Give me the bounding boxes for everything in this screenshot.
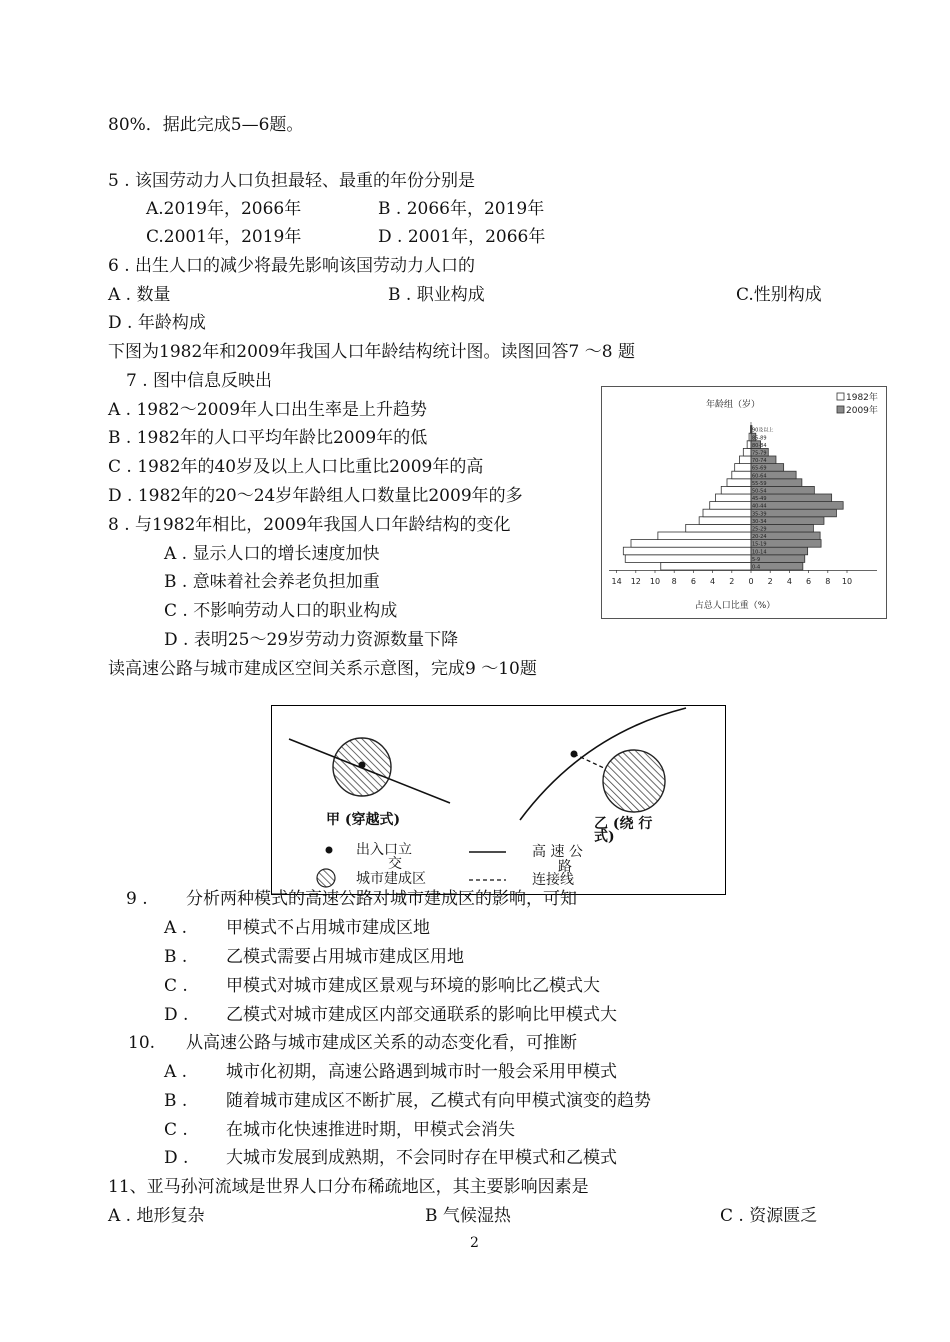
option-9b-letter: B .	[164, 947, 188, 967]
bar-1982-75-79	[743, 448, 751, 456]
age-label-80-84: 80-84	[752, 442, 767, 449]
bar-1982-45-49	[715, 494, 751, 502]
yi-highway-curve	[520, 708, 686, 820]
age-label-35-39: 35-39	[752, 511, 767, 518]
yi-label-line1: 乙 (绕 行	[594, 816, 653, 832]
option-5b: B . 2066年，2019年	[378, 199, 545, 219]
age-label-45-49: 45-49	[752, 496, 767, 503]
option-6b: B . 职业构成	[388, 285, 485, 305]
option-9d-letter: D .	[164, 1005, 189, 1025]
age-label-40-44: 40-44	[752, 503, 767, 510]
age-label-0-4: 0-4	[752, 564, 761, 571]
text-line: 80%．据此完成5—6题。	[108, 115, 304, 135]
option-8b: B . 意味着社会养老负担加重	[164, 572, 380, 592]
x-tick-right-1: 4	[786, 577, 792, 586]
legend-1982-swatch	[837, 393, 844, 400]
legend-interchange-label-2: 交	[388, 856, 402, 872]
option-10a-letter: A .	[164, 1062, 188, 1082]
option-10d: 大城市发展到成熟期，不会同时存在甲模式和乙模式	[226, 1148, 617, 1168]
jia-interchange-dot	[359, 762, 366, 769]
question-5: 5 . 该国劳动力人口负担最轻、最重的年份分别是	[108, 171, 476, 191]
yi-label-line2: 式)	[594, 829, 615, 845]
option-5a: A.2019年，2066年	[146, 199, 302, 219]
legend-interchange-dot	[326, 847, 333, 854]
x-tick-left-0: 14	[611, 577, 622, 586]
option-7a: A . 1982～2009年人口出生率是上升趋势	[108, 400, 428, 420]
option-10b: 随着城市建成区不断扩展，乙模式有向甲模式演变的趋势	[226, 1091, 651, 1111]
legend-city-label: 城市建成区	[356, 871, 426, 887]
legend-link-label: 连接线	[532, 872, 574, 888]
option-11a: A . 地形复杂	[108, 1206, 205, 1226]
bar-1982-25-29	[686, 524, 751, 532]
legend-1982-label: 1982年	[846, 393, 878, 403]
yi-city-circle	[603, 750, 665, 812]
bar-1982-5-9	[625, 555, 751, 563]
instruction-7-8: 下图为1982年和2009年我国人口年龄结构统计图。读图回答7 ～8 题	[108, 342, 635, 362]
x-tick-right-4: 10	[841, 577, 853, 586]
bar-1982-15-19	[631, 540, 751, 548]
question-7: 7 . 图中信息反映出	[126, 371, 273, 391]
pyramid-x-label: 占总人口比重（%）	[694, 601, 776, 611]
option-10c: 在城市化快速推进时期，甲模式会消失	[226, 1120, 515, 1140]
option-10c-letter: C .	[164, 1120, 188, 1140]
bar-1982-80-84	[747, 441, 751, 449]
age-label-60-64: 60-64	[752, 473, 767, 480]
question-10-number: 10.	[128, 1033, 156, 1053]
age-label-55-59: 55-59	[752, 480, 767, 487]
age-label-10-14: 10-14	[752, 549, 767, 556]
x-tick-left-6: 2	[729, 577, 735, 586]
legend-2009-label: 2009年	[846, 406, 878, 416]
option-9c-letter: C .	[164, 976, 188, 996]
option-5c: C.2001年，2019年	[146, 227, 302, 247]
option-9a: 甲模式不占用城市建成区地	[226, 918, 430, 938]
option-5d: D . 2001年，2066年	[378, 227, 546, 247]
yi-link-line	[574, 754, 606, 769]
jia-label: 甲 (穿越式)	[326, 812, 401, 828]
option-7c: C . 1982年的40岁及以上人口比重比2009年的高	[108, 457, 484, 477]
option-6a: A . 数量	[108, 285, 171, 305]
x-tick-left-3: 8	[671, 577, 677, 586]
legend-highway-label: 高 速 公	[532, 844, 583, 860]
x-tick-left-5: 4	[710, 577, 716, 586]
option-9c: 甲模式对城市建成区景观与环境的影响比乙模式大	[226, 976, 600, 996]
bar-1982-20-24	[658, 532, 751, 540]
bar-1982-0-4	[661, 562, 751, 570]
age-label-30-34: 30-34	[752, 518, 767, 525]
option-11b: B 气候湿热	[425, 1206, 511, 1226]
option-6c: C.性别构成	[736, 285, 822, 305]
option-11c: C . 资源匮乏	[720, 1206, 818, 1226]
bar-1982-50-54	[721, 486, 751, 494]
option-9b: 乙模式需要占用城市建成区用地	[226, 947, 464, 967]
option-8a: A . 显示人口的增长速度加快	[164, 544, 380, 564]
bar-1982-40-44	[710, 502, 751, 510]
legend-2009-swatch	[837, 406, 844, 413]
bar-1982-30-34	[699, 517, 751, 525]
page-number: 2	[470, 1235, 479, 1251]
age-label-15-19: 15-19	[752, 541, 767, 548]
option-10d-letter: D .	[164, 1148, 189, 1168]
option-7b: B . 1982年的人口平均年龄比2009年的低	[108, 428, 428, 448]
age-label-90及以上: 90及以上	[752, 427, 774, 434]
highway-city-diagram	[271, 705, 726, 895]
age-label-25-29: 25-29	[752, 526, 767, 533]
option-6d: D . 年龄构成	[108, 313, 206, 333]
question-9-number: 9 .	[126, 889, 148, 909]
age-label-50-54: 50-54	[752, 488, 767, 495]
option-9a-letter: A .	[164, 918, 188, 938]
age-label-65-69: 65-69	[752, 465, 767, 472]
age-label-70-74: 70-74	[752, 458, 767, 465]
pyramid-axis-title: 年龄组（岁）	[705, 400, 761, 410]
question-9: 分析两种模式的高速公路对城市建成区的影响，可知	[186, 889, 577, 909]
bar-1982-65-69	[735, 464, 751, 472]
instruction-9-10: 读高速公路与城市建成区空间关系示意图，完成9 ～10题	[108, 659, 537, 679]
option-7d: D . 1982年的20～24岁年龄组人口数量比2009年的多	[108, 486, 523, 506]
age-label-5-9: 5-9	[752, 556, 761, 563]
question-6: 6 . 出生人口的减少将最先影响该国劳动力人口的	[108, 256, 476, 276]
bar-1982-60-64	[732, 471, 751, 479]
question-10: 从高速公路与城市建成区关系的动态变化看，可推断	[186, 1033, 577, 1053]
x-tick-left-4: 6	[690, 577, 696, 586]
question-8: 8 . 与1982年相比，2009年我国人口年龄结构的变化	[108, 515, 511, 535]
x-tick-right-0: 2	[767, 577, 773, 586]
age-label-20-24: 20-24	[752, 534, 767, 541]
x-tick-right-2: 6	[806, 577, 812, 586]
legend-interchange-label: 出入口立	[356, 842, 412, 858]
x-tick-left-1: 12	[630, 577, 641, 586]
question-11: 11、亚马孙河流域是世界人口分布稀疏地区，其主要影响因素是	[108, 1177, 589, 1197]
bar-1982-70-74	[739, 456, 751, 464]
x-tick-left-7: 0	[748, 577, 754, 586]
legend-city-circle	[317, 869, 335, 887]
option-8c: C . 不影响劳动人口的职业构成	[164, 601, 398, 621]
age-label-85-89: 85-89	[752, 435, 767, 442]
option-8d: D . 表明25～29岁劳动力资源数量下降	[164, 630, 459, 650]
bar-1982-55-59	[727, 479, 751, 487]
bar-1982-35-39	[703, 509, 751, 517]
legend-highway-label-2: 路	[558, 859, 572, 875]
option-10a: 城市化初期，高速公路遇到城市时一般会采用甲模式	[226, 1062, 617, 1082]
x-tick-right-3: 8	[825, 577, 831, 586]
x-tick-left-2: 10	[649, 577, 661, 586]
option-9d: 乙模式对城市建成区内部交通联系的影响比甲模式大	[226, 1005, 617, 1025]
age-label-75-79: 75-79	[752, 450, 767, 457]
option-10b-letter: B .	[164, 1091, 188, 1111]
population-pyramid-chart	[601, 386, 887, 619]
bar-1982-10-14	[623, 547, 751, 555]
